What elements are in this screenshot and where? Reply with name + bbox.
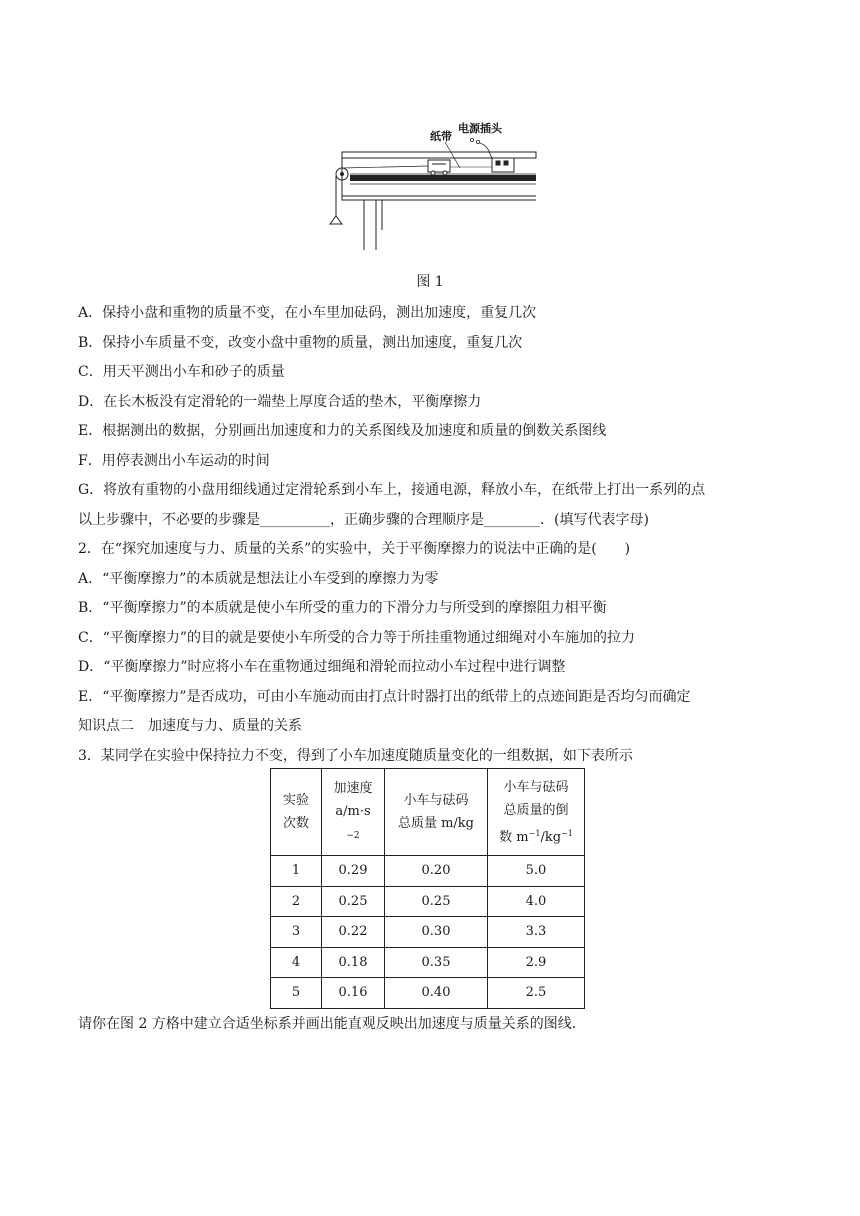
table-header-row — [271, 769, 585, 856]
table-row — [271, 978, 585, 1009]
header-mass: 小车与砝码 总质量 m/kg — [385, 769, 488, 856]
cell-acceleration: 0.16 — [322, 978, 385, 1009]
cell-mass: 0.20 — [385, 856, 488, 887]
q1-option-d: D．在长木板没有定滑轮的一端垫上厚度合适的垫木，平衡摩擦力 — [78, 393, 482, 410]
figure-label-plug: 电源插头 — [458, 122, 502, 135]
q1-option-g: G．将放有重物的小盘用细线通过定滑轮系到小车上，接通电源，释放小车，在纸带上打出一系列的点 — [78, 482, 706, 498]
cell-acceleration: 0.22 — [322, 917, 385, 948]
q2-option-c: C．“平衡摩擦力”的目的就是要使小车所受的合力等于所挂重物通过细绳对小车施加的拉力 — [78, 629, 636, 646]
cell-acceleration: 0.29 — [322, 856, 385, 887]
cell-trial: 5 — [271, 978, 322, 1009]
cell-trial: 4 — [271, 947, 322, 978]
table-row — [271, 856, 585, 887]
q2-stem: 2．在“探究加速度与力、质量的关系”的实验中，关于平衡摩擦力的说法中正确的是( ) — [78, 541, 631, 557]
cell-inverse-mass: 5.0 — [488, 856, 585, 887]
cell-inverse-mass: 3.3 — [488, 917, 585, 948]
section-title: 知识点二 加速度与力、质量的关系 — [78, 718, 302, 734]
figure-caption: 图 1 — [416, 274, 444, 290]
string-drawing — [342, 166, 428, 168]
cell-inverse-mass: 2.9 — [488, 947, 585, 978]
cell-mass: 0.35 — [385, 947, 488, 978]
figure-label-tape: 纸带 — [430, 130, 452, 143]
q1-option-e: E．根据测出的数据，分别画出加速度和力的关系图线及加速度和质量的倒数关系图线 — [78, 423, 607, 439]
q3-stem: 3．某同学在实验中保持拉力不变，得到了小车加速度随质量变化的一组数据，如下表所示 — [78, 747, 633, 764]
header-trial: 实验 次数 — [271, 769, 322, 856]
q1-option-b: B．保持小车质量不变，改变小盘中重物的质量，测出加速度，重复几次 — [78, 334, 523, 351]
plug-wire-drawing — [470, 138, 498, 160]
cell-mass: 0.40 — [385, 978, 488, 1009]
q1-option-c: C．用天平测出小车和砂子的质量 — [78, 364, 285, 380]
cell-mass: 0.25 — [385, 886, 488, 917]
apparatus-figure — [320, 120, 540, 250]
q1-option-a: A．保持小盘和重物的质量不变，在小车里加砝码，测出加速度，重复几次 — [78, 305, 537, 321]
question-body — [78, 299, 798, 771]
cell-trial: 2 — [271, 886, 322, 917]
table-row — [271, 947, 585, 978]
table-row — [271, 917, 585, 948]
q2-option-b: B．“平衡摩擦力”的本质就是使小车所受的重力的下滑分力与所受到的摩擦阻力相平衡 — [78, 600, 607, 616]
data-table — [270, 768, 585, 1009]
table-row — [271, 886, 585, 917]
q3-instruction: 请你在图 2 方格中建立合适坐标系并画出能直观反映出加速度与质量关系的图线． — [78, 1016, 586, 1032]
q2-option-a: A．“平衡摩擦力”的本质就是想法让小车受到的摩擦力为零 — [78, 570, 439, 587]
cell-mass: 0.30 — [385, 917, 488, 948]
cell-acceleration: 0.18 — [322, 947, 385, 978]
q2-option-e: E．“平衡摩擦力”是否成功，可由小车施动而由打点计时器打出的纸带上的点迹间距是否均匀而确定 — [78, 688, 691, 705]
cart-drawing — [428, 160, 450, 175]
q1-option-f: F．用停表测出小车运动的时间 — [78, 452, 270, 469]
cell-trial: 1 — [271, 856, 322, 887]
q1-answer-prompt: 以上步骤中，不必要的步骤是__________，正确步骤的合理顺序是________．(填写代表字母) — [78, 511, 649, 528]
cell-acceleration: 0.25 — [322, 886, 385, 917]
q2-option-d: D．“平衡摩擦力”时应将小车在重物通过细绳和滑轮而拉动小车过程中进行调整 — [78, 659, 566, 675]
cell-inverse-mass: 4.0 — [488, 886, 585, 917]
timer-drawing — [450, 158, 514, 172]
header-inverse-mass: 小车与砝码 总质量的倒 数 $m^{-1}/kg^{-1}$ — [488, 769, 585, 856]
header-acceleration: 加速度 a/m·s −2 — [322, 769, 385, 856]
cell-trial: 3 — [271, 917, 322, 948]
cell-inverse-mass: 2.5 — [488, 978, 585, 1009]
